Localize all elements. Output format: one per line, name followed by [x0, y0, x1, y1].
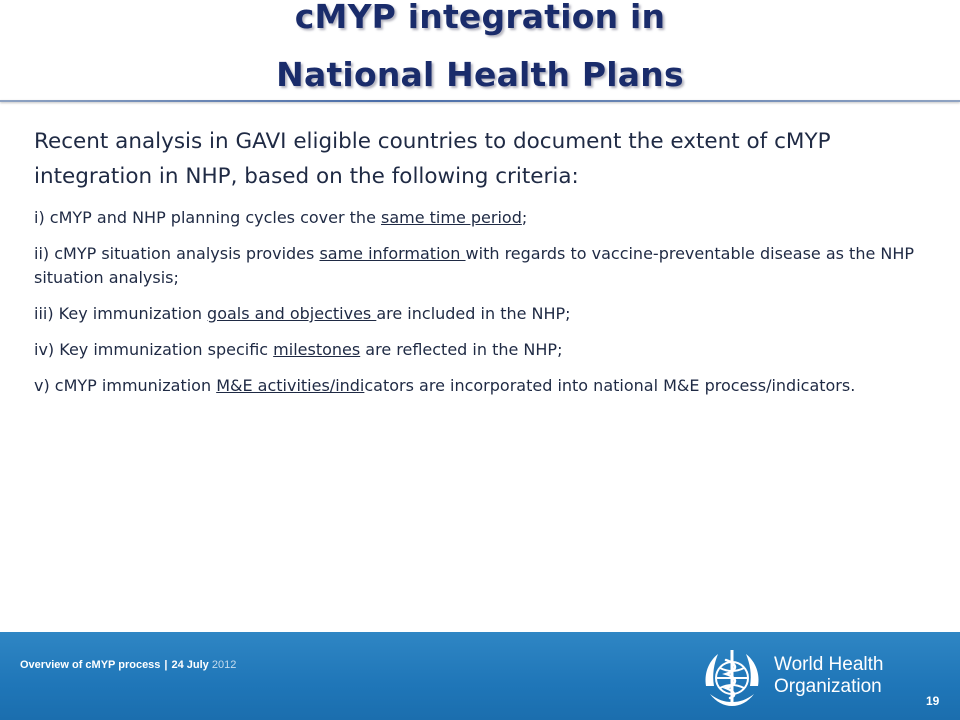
- footer-separator: |: [164, 659, 168, 671]
- slide-footer: [0, 632, 960, 720]
- intro-paragraph: Recent analysis in GAVI eligible countries to document the extent of cMYP integration in NHP, based on the following criteria:: [34, 129, 831, 189]
- criterion-emphasis: goals and objectives: [207, 304, 377, 323]
- criterion-text: are included in the NHP;: [376, 304, 571, 323]
- criterion-text: ii) cMYP situation analysis provides: [34, 244, 320, 263]
- footer-date: 24 July: [171, 659, 209, 671]
- criterion-text: are reflected in the NHP;: [360, 340, 563, 359]
- criterion-text: with regards to vaccine-preventable disease as the NHP situation analysis;: [34, 244, 915, 287]
- organization-name: [774, 654, 883, 698]
- footer-year: 2012: [211, 659, 237, 671]
- criterion-text: i) cMYP and NHP planning cycles cover the: [34, 208, 381, 227]
- criterion-emphasis: same information: [319, 244, 466, 263]
- criterion-text: cators are incorporated into national M&E process/indicators.: [364, 376, 856, 395]
- criterion-text: iv) Key immunization specific: [34, 340, 274, 359]
- page-number: 19: [926, 694, 940, 708]
- criterion-emphasis: milestones: [273, 340, 361, 359]
- criterion-2: [34, 242, 930, 290]
- criterion-text: iii) Key immunization: [34, 304, 208, 323]
- criterion-emphasis: M&E activities/indi: [216, 376, 365, 395]
- criterion-emphasis: same time period: [381, 208, 522, 227]
- slide-title: [0, 0, 960, 100]
- presentation-title: Overview of cMYP process: [20, 659, 161, 671]
- title-line-2: National Health Plans: [276, 55, 684, 94]
- criterion-text: v) cMYP immunization: [34, 376, 217, 395]
- criterion-4: [34, 338, 930, 362]
- criterion-5: [34, 374, 930, 398]
- organization-name-line-1: World Health: [774, 654, 884, 675]
- footer-caption: [20, 659, 236, 671]
- title-divider: [0, 100, 960, 102]
- organization-name-line-2: Organization: [774, 676, 882, 697]
- slide-body: [34, 124, 930, 410]
- criterion-3: [34, 302, 930, 326]
- title-line-1: cMYP integration in: [294, 0, 666, 36]
- criterion-1: [34, 206, 930, 230]
- who-emblem-icon: [696, 642, 768, 714]
- criterion-text: ;: [521, 208, 528, 227]
